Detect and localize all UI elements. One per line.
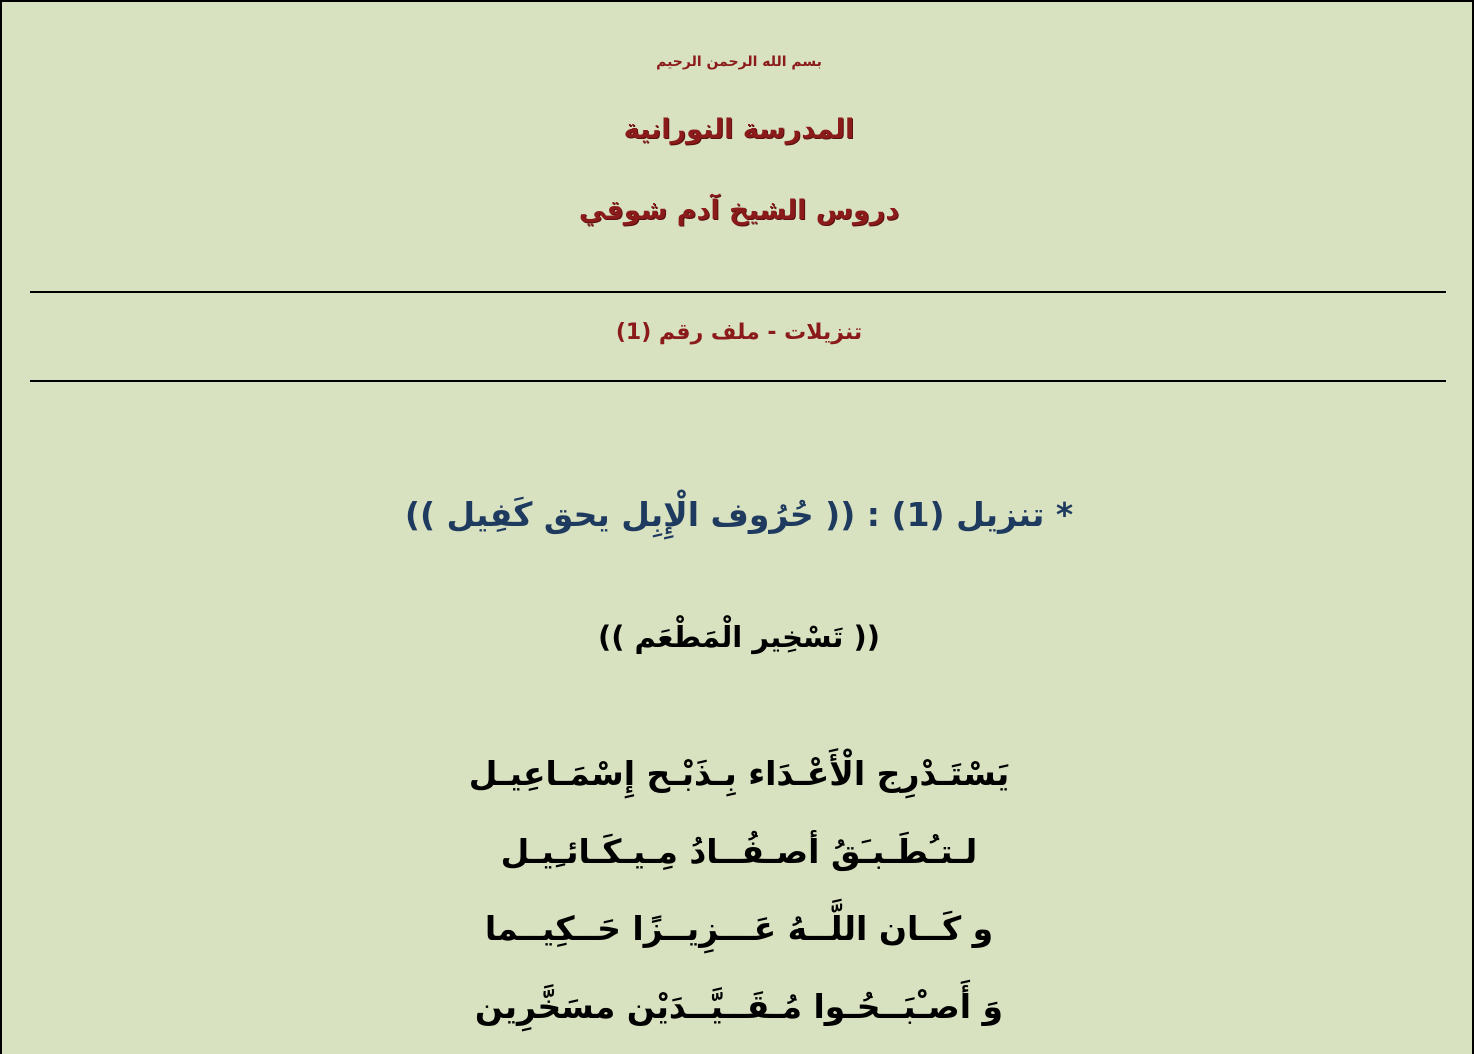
section-heading: * تنزيل (1) : (( حُرُوف الْإِبِل يحق كَفِيل )) [404,495,1074,534]
divider-top [30,291,1446,293]
basmala: بسم الله الرحمن الرحيم [656,54,822,70]
school-name: المدرسة النورانية [623,114,855,145]
divider-bottom [30,380,1446,382]
verse-line: يَسْتَـدْرِج الْأَعْـدَاء بِـذَبْـح إِسْمَـاعِيـل [468,754,1010,793]
lessons-title: دروس الشيخ آدم شوقي [578,195,900,226]
section-subheading: (( تَسْخِير الْمَطْعَم )) [597,620,881,654]
verse-line: لـتـُطَـبـَقُ أصـفُــادُ مِـيـكَـائـِيـل [500,832,978,871]
file-label: تنزيلات - ملف رقم (1) [615,320,863,345]
verse-line: وَ أَصـْبَــحُـوا مُـقَــيَّــدَيْن مسَخَّرِين [474,987,1004,1026]
verse-line: و كَــان اللَّــهُ عَـــزِيــزًا حَــكِيــما [484,909,994,948]
